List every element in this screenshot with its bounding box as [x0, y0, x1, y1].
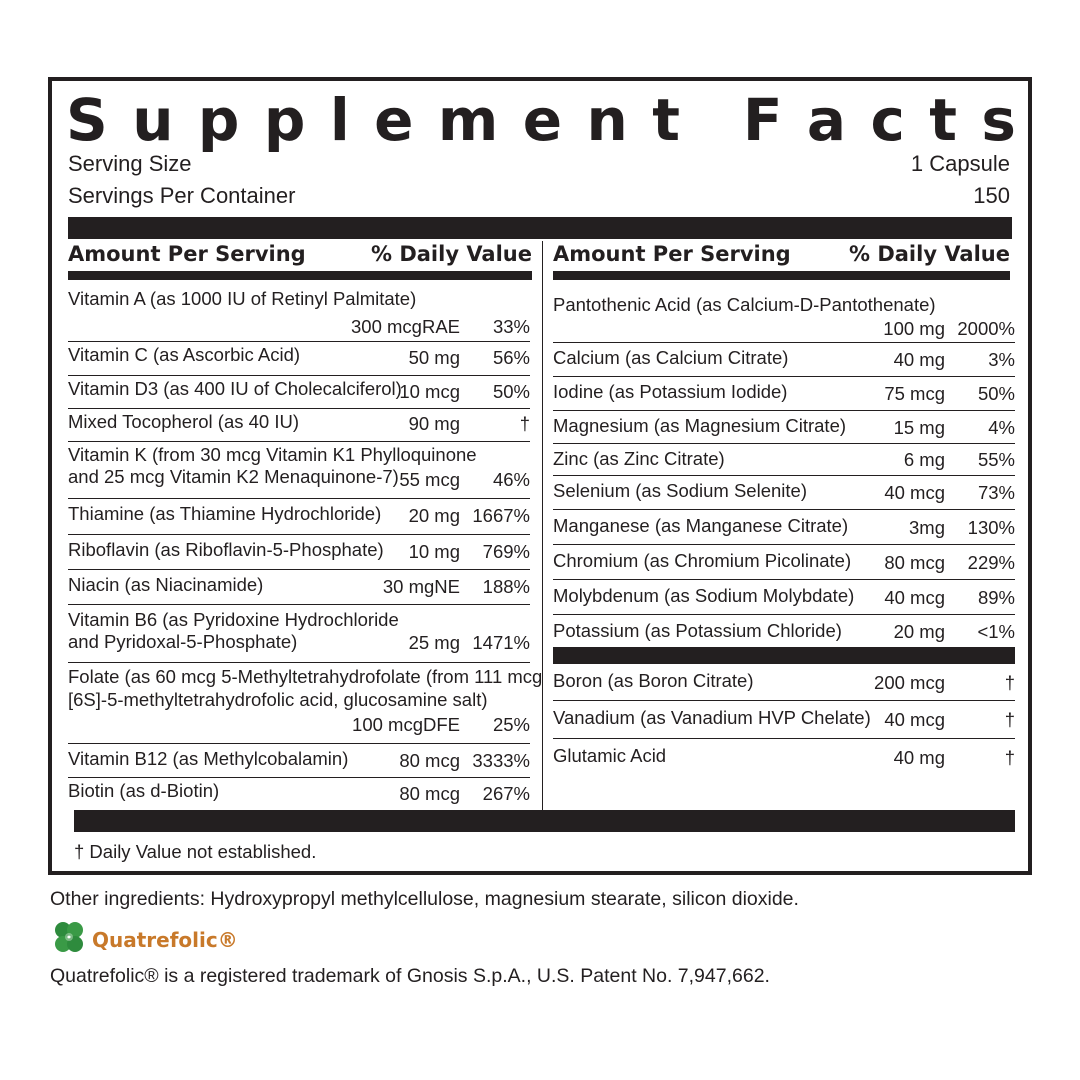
- nutrient-row: [553, 545, 1015, 580]
- title-letter: p: [197, 86, 240, 154]
- nutrient-row: [553, 664, 1015, 701]
- nutrient-row: [68, 409, 530, 442]
- nutrient-name: Niacin (as Niacinamide): [68, 574, 264, 595]
- nutrient-amount: 100 mcgDFE: [352, 714, 460, 735]
- nutrient-name: Folate (as 60 mcg 5-Methyltetrahydrofolate (from 111 mcg: [68, 666, 543, 687]
- nutrient-daily-value: 3333%: [472, 750, 530, 771]
- logo-wordmark: Quatrefolic®: [92, 928, 238, 952]
- panel-title: [66, 87, 1016, 153]
- header-rule-left: [68, 271, 532, 280]
- nutrient-name: Thiamine (as Thiamine Hydrochloride): [68, 503, 382, 524]
- nutrient-row: [553, 580, 1015, 615]
- nutrient-name: Pantothenic Acid (as Calcium-D-Pantothenate): [553, 294, 936, 315]
- thick-divider-bottom: [74, 810, 1015, 832]
- nutrient-row: [68, 570, 530, 605]
- title-letter: c: [870, 86, 905, 154]
- nutrient-amount: 40 mg: [893, 747, 945, 768]
- nutrient-amount: 25 mg: [408, 632, 460, 653]
- serving-size-row: [68, 151, 1010, 177]
- nutrient-daily-value: 188%: [482, 576, 530, 597]
- title-letter: n: [586, 86, 628, 154]
- nutrient-daily-value: 3%: [988, 349, 1015, 370]
- thick-divider-top: [68, 217, 1012, 239]
- right-column-header: [553, 241, 1010, 267]
- nutrient-daily-value: 267%: [482, 783, 530, 804]
- nutrient-name: Vitamin A (as 1000 IU of Retinyl Palmitate): [68, 288, 417, 309]
- nutrient-amount: 3mg: [909, 517, 945, 538]
- nutrient-daily-value: †: [1004, 672, 1015, 693]
- servings-per-container-row: [68, 183, 1010, 209]
- amount-per-serving-header: Amount Per Serving: [553, 242, 791, 266]
- nutrient-daily-value: 46%: [492, 469, 530, 490]
- nutrient-amount: 6 mg: [903, 449, 945, 470]
- nutrient-amount: 10 mcg: [399, 381, 460, 402]
- nutrient-row: [68, 286, 530, 342]
- nutrient-name: Vitamin C (as Ascorbic Acid): [68, 344, 301, 365]
- nutrient-name: Potassium (as Potassium Chloride): [553, 620, 842, 641]
- nutrient-amount: 40 mg: [893, 349, 945, 370]
- nutrient-row: [68, 663, 543, 744]
- nutrient-daily-value: 229%: [967, 552, 1015, 573]
- nutrient-amount: 90 mg: [408, 413, 460, 434]
- four-leaf-clover-icon: [50, 919, 88, 962]
- nutrient-name: Biotin (as d-Biotin): [68, 780, 220, 801]
- nutrient-name: Selenium (as Sodium Selenite): [553, 480, 807, 501]
- nutrient-name: Vitamin K (from 30 mcg Vitamin K1 Phylloquinone: [68, 444, 477, 465]
- footnote: † Daily Value not established.: [74, 841, 317, 862]
- daily-value-header: % Daily Value: [848, 242, 1010, 266]
- nutrient-row: [68, 442, 530, 499]
- nutrient-daily-value: 55%: [977, 449, 1015, 470]
- nutrient-row: [553, 444, 1015, 476]
- nutrient-name: Calcium (as Calcium Citrate): [553, 347, 789, 368]
- trademark-note: Quatrefolic® is a registered trademark of Gnosis S.p.A., U.S. Patent No. 7,947,662.: [50, 965, 770, 987]
- nutrient-row: [553, 701, 1015, 739]
- nutrient-row: [553, 377, 1015, 411]
- column-divider: [542, 241, 543, 811]
- nutrient-name-continued: [6S]-5-methyltetrahydrofolic acid, glucosamine salt): [68, 689, 488, 710]
- nutrient-daily-value: 33%: [492, 316, 530, 337]
- nutrient-name: Vanadium (as Vanadium HVP Chelate): [553, 707, 871, 728]
- servings-per-container-value: 150: [973, 183, 1010, 208]
- nutrient-row: [68, 342, 530, 376]
- title-letter: p: [263, 86, 306, 154]
- title-letter: l: [329, 86, 350, 154]
- left-column-header: [68, 241, 532, 267]
- nutrient-daily-value: 50%: [977, 383, 1015, 404]
- title-letter: s: [981, 86, 1016, 154]
- serving-size-label: Serving Size: [68, 151, 192, 176]
- title-letter: m: [437, 86, 499, 154]
- nutrient-amount: 300 mcgRAE: [351, 316, 460, 337]
- title-space: [704, 87, 718, 153]
- title-letter: t: [929, 86, 957, 154]
- nutrient-daily-value: 2000%: [957, 318, 1015, 339]
- nutrient-name: Boron (as Boron Citrate): [553, 670, 754, 691]
- title-letter: t: [652, 86, 680, 154]
- nutrient-daily-value: 50%: [492, 381, 530, 402]
- nutrient-amount: 50 mg: [408, 347, 460, 368]
- nutrient-row: [68, 778, 530, 810]
- nutrient-name: Molybdenum (as Sodium Molybdate): [553, 585, 855, 606]
- title-letter: e: [374, 86, 414, 154]
- nutrient-name: Mixed Tocopherol (as 40 IU): [68, 411, 300, 432]
- nutrient-row: [553, 411, 1015, 444]
- nutrient-daily-value: 25%: [492, 714, 530, 735]
- nutrient-amount: 200 mcg: [874, 672, 945, 693]
- nutrient-amount: 40 mcg: [884, 587, 945, 608]
- nutrient-name: Vitamin D3 (as 400 IU of Cholecalciferol): [68, 378, 402, 399]
- nutrient-row: [553, 739, 1015, 779]
- nutrient-daily-value: †: [1004, 747, 1015, 768]
- title-letter: S: [66, 86, 108, 154]
- amount-per-serving-header: Amount Per Serving: [68, 242, 306, 266]
- nutrient-name-continued: and Pyridoxal-5-Phosphate): [68, 631, 298, 652]
- nutrient-name: Chromium (as Chromium Picolinate): [553, 550, 852, 571]
- nutrient-row: [68, 376, 530, 409]
- daily-value-header: % Daily Value: [370, 242, 532, 266]
- nutrient-amount: 80 mcg: [884, 552, 945, 573]
- serving-size-value: 1 Capsule: [910, 151, 1010, 176]
- nutrient-row: [68, 499, 530, 535]
- nutrient-name: Glutamic Acid: [553, 745, 667, 766]
- nutrient-daily-value: 89%: [977, 587, 1015, 608]
- nutrient-daily-value: 73%: [977, 482, 1015, 503]
- nutrient-row: [553, 343, 1015, 377]
- nutrient-amount: 80 mcg: [399, 750, 460, 771]
- other-ingredients: Other ingredients: Hydroxypropyl methylcellulose, magnesium stearate, silicon dioxide.: [50, 888, 799, 910]
- title-letter: F: [742, 86, 783, 154]
- nutrient-row: [553, 476, 1015, 510]
- nutrient-name: Zinc (as Zinc Citrate): [553, 448, 725, 469]
- thick-divider-mid: [553, 647, 1015, 664]
- nutrient-amount: 15 mg: [893, 417, 945, 438]
- nutrient-name: Magnesium (as Magnesium Citrate): [553, 415, 847, 436]
- nutrient-row: [68, 605, 530, 663]
- nutrient-name-continued: and 25 mcg Vitamin K2 Menaquinone-7): [68, 466, 399, 487]
- nutrient-row: [68, 744, 530, 778]
- nutrient-daily-value: 1471%: [472, 632, 530, 653]
- nutrient-name: Manganese (as Manganese Citrate): [553, 515, 849, 536]
- nutrient-daily-value: †: [519, 413, 530, 434]
- nutrient-amount: 20 mg: [408, 505, 460, 526]
- nutrient-row: [553, 615, 1015, 647]
- supplement-facts-panel: [48, 77, 1032, 875]
- nutrient-daily-value: 130%: [967, 517, 1015, 538]
- title-letter: u: [132, 86, 174, 154]
- nutrient-name: Riboflavin (as Riboflavin-5-Phosphate): [68, 539, 384, 560]
- nutrient-name: Vitamin B12 (as Methylcobalamin): [68, 748, 349, 769]
- nutrient-amount: 30 mgNE: [382, 576, 460, 597]
- nutrient-row: [553, 286, 1015, 343]
- nutrient-amount: 40 mcg: [884, 482, 945, 503]
- nutrient-row: [68, 535, 530, 570]
- nutrient-amount: 40 mcg: [884, 709, 945, 730]
- nutrient-name: Vitamin B6 (as Pyridoxine Hydrochloride: [68, 609, 399, 630]
- nutrient-daily-value: 4%: [988, 417, 1015, 438]
- nutrient-amount: 10 mg: [408, 541, 460, 562]
- nutrient-name: Iodine (as Potassium Iodide): [553, 381, 788, 402]
- title-letter: e: [522, 86, 563, 154]
- header-rule-right: [553, 271, 1010, 280]
- servings-per-container-label: Servings Per Container: [68, 183, 296, 208]
- nutrient-amount: 20 mg: [893, 621, 945, 642]
- title-letter: a: [806, 86, 847, 154]
- nutrient-daily-value: 769%: [482, 541, 530, 562]
- nutrient-daily-value: 56%: [492, 347, 530, 368]
- nutrient-daily-value: <1%: [977, 621, 1015, 642]
- quatrefolic-logo: [50, 920, 238, 960]
- nutrient-row: [553, 510, 1015, 545]
- nutrient-amount: 100 mg: [883, 318, 945, 339]
- nutrient-amount: 75 mcg: [884, 383, 945, 404]
- nutrient-daily-value: †: [1004, 709, 1015, 730]
- nutrient-daily-value: 1667%: [472, 505, 530, 526]
- nutrient-amount: 55 mcg: [399, 469, 460, 490]
- nutrient-amount: 80 mcg: [399, 783, 460, 804]
